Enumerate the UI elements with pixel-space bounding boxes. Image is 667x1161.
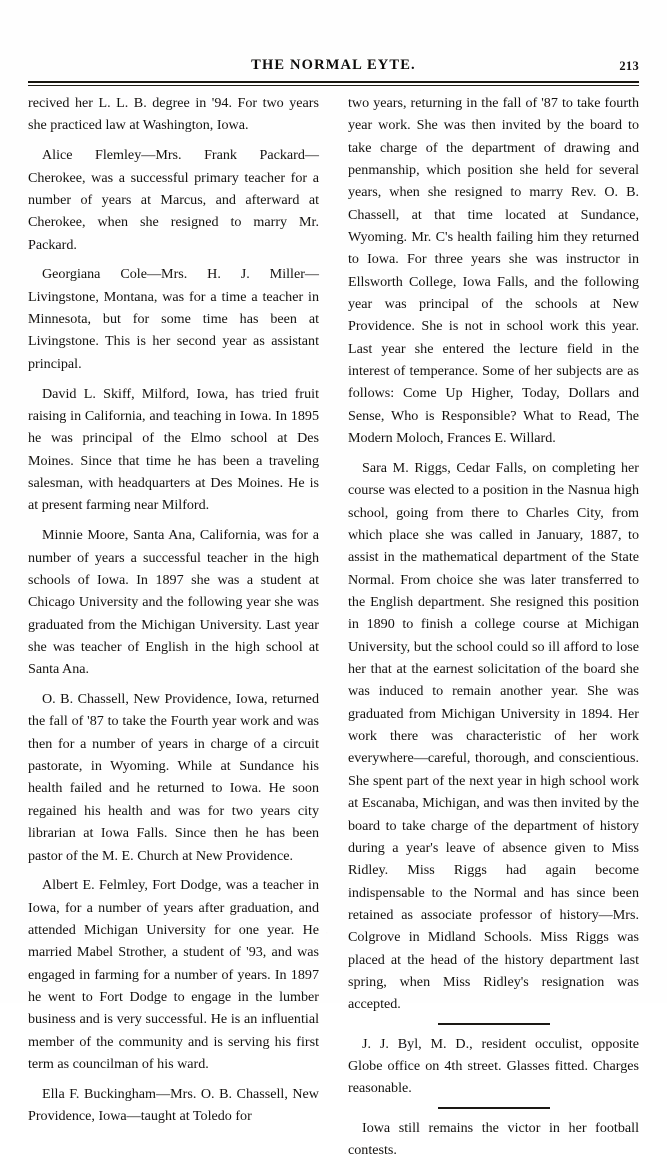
paragraph: Georgiana Cole—Mrs. H. J. Miller—Livingstone, Montana, was for a time a teacher in Minnesota, but for some time has been at Livingstone. This is her second year as assistant principal. bbox=[28, 266, 319, 372]
paragraph: Alice Flemley—Mrs. Frank Packard—Cherokee, was a successful primary teacher for a number of years at Marcus, and afterward at Cherokee, when she resigned to marry Mr. Packard. bbox=[28, 147, 319, 253]
column-right bbox=[348, 92, 639, 1158]
text-columns bbox=[28, 92, 639, 1158]
paragraph: two years, returning in the fall of '87 to take fourth year work. She was then invited by the board to take charge of the department of drawing and penmanship, which position she held for several years, when she resigned to marry Rev. O. B. Chassell, at that time located at Sundance, Wyoming. Mr. C's health failing him they returned to Iowa. For three years she was instructor in Ellsworth College, Iowa Falls, and the following year was principal of the schools at New Providence. She is not in school work this year. Last year she entered the lecture field in the interest of temperance. Some of her subjects are as follows: Come Up Higher, Today, Dollars and Sense, Who is Responsible? What to Read, The Modern Moloch, Frances E. Willard. bbox=[348, 95, 639, 447]
header-double-rule bbox=[28, 81, 639, 86]
header-rule-thin bbox=[28, 85, 639, 86]
paragraph: Sara M. Riggs, Cedar Falls, on completing her course was elected to a position in the Nasnua high school, going from there to Charles City, from which place she was called in January, 1887, to assist in the mathematical department of the State Normal. From choice she was later transferred to the English department. She resigned this position in 1890 to finish a college course at Michigan University, but the school could so ill afford to lose her that at the earnest solicitation of the board she was induced to remain another year. She was graduated from Michigan University in 1894. Her work there was characteristic of her work everywhere—careful, thorough, and conscientious. She spent part of the next year in high school work at Escanaba, Michigan, and was then invited by the board to take charge of the department of history during a year's leave of absence given to Miss Ridley. Miss Riggs had again become indispensable to the Normal and has since been retained as associate professor of history—Mrs. Colgrove in Midland Schools. Miss Riggs was placed at the head of the history department last spring, when Miss Ridley's resignation was accepted. bbox=[348, 460, 639, 1013]
notice-paragraph: Iowa still remains the victor in her football contests. bbox=[348, 1119, 639, 1158]
paragraph: David L. Skiff, Milford, Iowa, has tried fruit raising in California, and teaching in Iowa. In 1895 he was principal of the Elmo school at Des Moines. Since that time he has been a traveling salesman, with headquarters at Des Moines. He is at present farming near Milford. bbox=[28, 385, 319, 514]
paragraph: O. B. Chassell, New Providence, Iowa, returned the fall of '87 to take the Fourth year work and was then for a number of years in charge of a circuit pastorate, in Wyoming. While at Sundance his health failed and he returned to Iowa. He soon regained his health and was for two years city librarian at Iowa Falls. Since then he has been pastor of the M. E. Church at New Providence. bbox=[28, 691, 319, 864]
paragraph: Albert E. Felmley, Fort Dodge, was a teacher in Iowa, for a number of years after graduation, and attended Michigan University for one year. He married Mabel Strother, a student of '93, and was engaged in farming for a number of years. In 1897 he went to Fort Dodge to engage in the lumber business and is very successful. He is an influential member of the community and is serving his first term as councilman of his ward. bbox=[28, 877, 319, 1073]
paragraph: Minnie Moore, Santa Ana, California, was for a number of years a successful teacher in the high schools of Iowa. In 1897 she was a student at Chicago University and the following year she was graduated from the Michigan University. Last year she was teacher of English in the high school at Santa Ana. bbox=[28, 527, 319, 678]
notice-paragraph: J. J. Byl, M. D., resident occulist, opposite Globe office on 4th street. Glasses fitted. Charges reasonable. bbox=[348, 1035, 639, 1097]
notice-separator-rule bbox=[438, 1023, 550, 1025]
paragraph: Ella F. Buckingham—Mrs. O. B. Chassell, New Providence, Iowa—taught at Toledo for bbox=[28, 1085, 319, 1125]
paragraph: recived her L. L. B. degree in '94. For two years she practiced law at Washington, Iowa. bbox=[28, 95, 319, 134]
notice-separator-rule bbox=[438, 1107, 550, 1109]
publication-title: THE NORMAL EYTE. bbox=[251, 57, 416, 73]
running-head bbox=[28, 55, 639, 77]
column-left bbox=[28, 92, 319, 1125]
page-number: 213 bbox=[619, 59, 639, 73]
